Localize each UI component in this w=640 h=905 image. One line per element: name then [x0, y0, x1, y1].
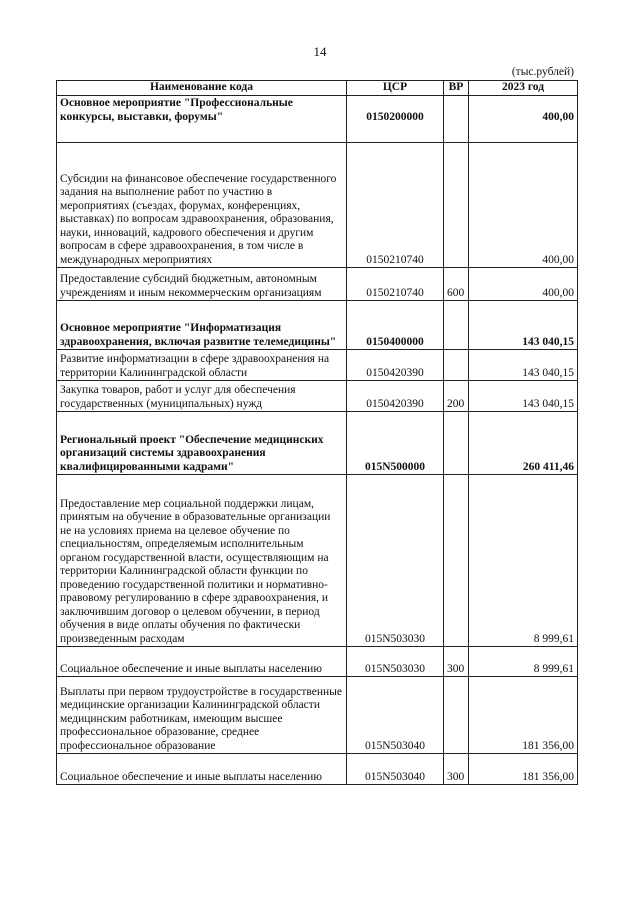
row-vr — [444, 475, 469, 647]
row-name: Закупка товаров, работ и услуг для обеспечения государственных (муниципальных) нужд — [57, 381, 347, 412]
row-name: Предоставление субсидий бюджетным, автономным учреждениям и иным некоммерческим организациям — [57, 268, 347, 301]
table-row — [57, 350, 578, 381]
row-amount: 143 040,15 — [469, 301, 578, 350]
row-amount: 8 999,61 — [469, 647, 578, 677]
row-name: Основное мероприятие "Профессиональные конкурсы, выставки, форумы" — [57, 96, 347, 143]
page-number: 14 — [313, 44, 327, 59]
row-vr: 600 — [444, 268, 469, 301]
table-row — [57, 301, 578, 350]
row-name: Субсидии на финансовое обеспечение государственного задания на выполнение работ по участию в мероприятиях (съездах, форумах, конференциях, выставках) по вопросам здравоохранения, образования, науки, инноваций, кадрового обеспечения и другим вопросам в сфере здравоохранения, в том числе в международных мероприятиях — [57, 143, 347, 268]
row-name: Региональный проект "Обеспечение медицинских организаций системы здравоохранения квалифицированными кадрами" — [57, 412, 347, 475]
table-row — [57, 647, 578, 677]
row-vr: 300 — [444, 647, 469, 677]
table-row — [57, 475, 578, 647]
table-row — [57, 268, 578, 301]
row-csr: 0150420390 — [347, 350, 444, 381]
row-vr — [444, 350, 469, 381]
row-vr: 300 — [444, 754, 469, 785]
row-csr: 015N500000 — [347, 412, 444, 475]
row-amount: 400,00 — [469, 143, 578, 268]
row-vr — [444, 96, 469, 143]
table-row — [57, 412, 578, 475]
row-vr — [444, 412, 469, 475]
row-csr: 0150200000 — [347, 96, 444, 143]
row-csr: 0150210740 — [347, 143, 444, 268]
row-name: Развитие информатизации в сфере здравоохранения на территории Калининградской области — [57, 350, 347, 381]
row-name: Социальное обеспечение и иные выплаты населению — [57, 647, 347, 677]
table-header-row — [57, 81, 578, 96]
row-amount: 181 356,00 — [469, 677, 578, 754]
row-name: Социальное обеспечение и иные выплаты населению — [57, 754, 347, 785]
row-csr: 015N503030 — [347, 647, 444, 677]
table-row — [57, 381, 578, 412]
row-csr: 0150420390 — [347, 381, 444, 412]
row-amount: 143 040,15 — [469, 350, 578, 381]
header-csr: ЦСР — [347, 81, 444, 96]
row-amount: 400,00 — [469, 96, 578, 143]
header-name: Наименование кода — [57, 81, 347, 96]
row-csr: 0150210740 — [347, 268, 444, 301]
table-row — [57, 96, 578, 143]
header-year: 2023 год — [469, 81, 578, 96]
table-row — [57, 143, 578, 268]
row-csr: 015N503030 — [347, 475, 444, 647]
table-row — [57, 677, 578, 754]
table-row — [57, 754, 578, 785]
row-amount: 8 999,61 — [469, 475, 578, 647]
row-name: Выплаты при первом трудоустройстве в государственные медицинские организации Калининградской области медицинским работникам, имеющим высшее профессиональное образование, среднее профессиональное образование — [57, 677, 347, 754]
budget-table — [56, 80, 578, 785]
units-note: (тыс.рублей) — [511, 66, 574, 78]
row-vr: 200 — [444, 381, 469, 412]
row-amount: 260 411,46 — [469, 412, 578, 475]
row-amount: 400,00 — [469, 268, 578, 301]
row-vr — [444, 301, 469, 350]
row-vr — [444, 143, 469, 268]
row-csr: 0150400000 — [347, 301, 444, 350]
header-vr: ВР — [444, 81, 469, 96]
row-name: Предоставление мер социальной поддержки лицам, принятым на обучение в образовательные организации не на условиях приема на целевое обучение по специальностям, определяемым исполнительным органом государственной власти, осуществляющим на территории Калининградской области функции по проведению государственной политики и нормативно-правовому регулированию в сфере здравоохранения, и заключившим договор о целевом обучении, в период обучения в виде оплаты обучения по фактически произведенным расходам — [57, 475, 347, 647]
row-name: Основное мероприятие "Информатизация здравоохранения, включая развитие телемедицины" — [57, 301, 347, 350]
row-csr: 015N503040 — [347, 754, 444, 785]
row-amount: 181 356,00 — [469, 754, 578, 785]
row-amount: 143 040,15 — [469, 381, 578, 412]
row-csr: 015N503040 — [347, 677, 444, 754]
row-vr — [444, 677, 469, 754]
